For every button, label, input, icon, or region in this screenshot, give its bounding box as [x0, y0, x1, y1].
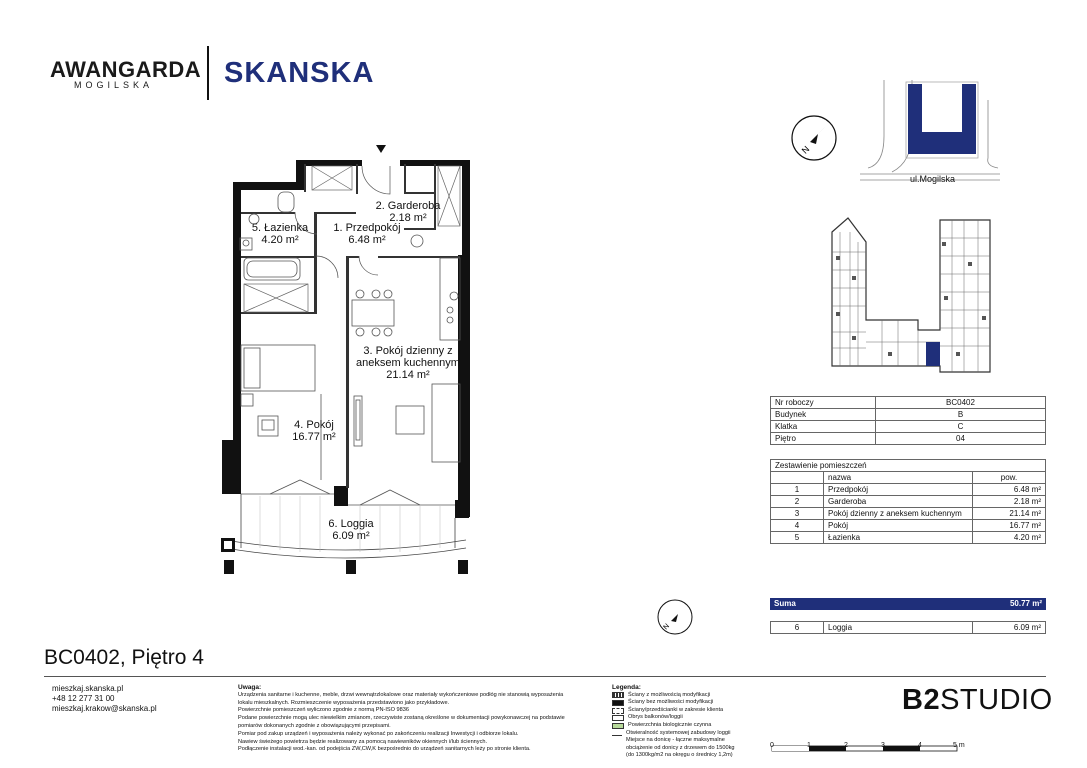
- info-value: BC0402: [876, 397, 1046, 409]
- scale-label: 2: [844, 742, 848, 749]
- table-row: 2 Garderoba 2.18 m²: [771, 496, 1046, 508]
- rooms-table: [770, 459, 1046, 544]
- apartment-title: BC0402, Piętro 4: [44, 646, 204, 669]
- svg-text:N: N: [799, 143, 812, 156]
- footer-divider: [44, 676, 1046, 677]
- legend-item: Ściany bez możliwości modyfikacji: [612, 699, 772, 707]
- entrance-arrow: [376, 145, 386, 153]
- info-value: 04: [876, 433, 1046, 445]
- sum-row: [770, 598, 1046, 610]
- table-row: 1 Przedpokój 6.48 m²: [771, 484, 1046, 496]
- contact-info: [52, 684, 157, 714]
- table-row: 5 Łazienka 4.20 m²: [771, 532, 1046, 544]
- scale-label: 5 m: [953, 742, 965, 749]
- sum-value: 50.77 m²: [1009, 599, 1042, 608]
- table-header-row: [771, 472, 1046, 484]
- legend-item: Powierzchnia biologicznie czynna: [612, 722, 772, 730]
- table-row: [771, 409, 1046, 421]
- rooms-table-title: Zestawienie pomieszczeń: [771, 460, 1046, 472]
- north-compass-small-icon: [656, 598, 694, 636]
- info-value: B: [876, 409, 1046, 421]
- site-map: [860, 76, 1000, 186]
- legend-item: Obrys balkonów/loggii: [612, 714, 772, 722]
- scale-label: 1: [807, 742, 811, 749]
- legend-section: [612, 684, 772, 760]
- email-link[interactable]: mieszkaj.krakow@skanska.pl: [52, 704, 157, 713]
- legend-item: Miejsce na donicę - łączne maksymalne: [612, 737, 772, 745]
- room-label-pokoj: 4. Pokój 16.77 m²: [292, 419, 336, 443]
- legend-swatch: [612, 708, 624, 714]
- room-label-lazienka: 5. Łazienka 4.20 m²: [251, 222, 309, 246]
- north-compass-icon: [790, 114, 838, 162]
- room-label-loggia: 6. Loggia 6.09 m²: [328, 518, 374, 542]
- website-link[interactable]: mieszkaj.skanska.pl: [52, 684, 124, 693]
- awangarda-logo: AWANGARDA: [50, 57, 202, 82]
- legend-item: Ściany z możliwością modyfikacji: [612, 692, 772, 700]
- legend-swatch: [612, 723, 624, 729]
- legend-swatch: [612, 700, 624, 706]
- table-row: 3 Pokój dzienny z aneksem kuchennym 21.14 m²: [771, 508, 1046, 520]
- street-label: ul.Mogilska: [910, 174, 956, 184]
- legend-swatch: [612, 731, 622, 736]
- info-label: Nr roboczy: [771, 397, 876, 409]
- legend-item: (do 1300kg/m2 na okręgu o średnicy 1,2m): [626, 752, 733, 759]
- phone-number: +48 12 277 31 00: [52, 694, 115, 703]
- building-key-plan: [822, 212, 998, 380]
- legend-item: obciążenie od donicy z drzewem do 1500kg: [626, 744, 735, 751]
- scale-label: 3: [881, 742, 885, 749]
- loggia-table: [770, 621, 1046, 634]
- skanska-logo: SKANSKA: [224, 57, 375, 89]
- table-row: 4 Pokój 16.77 m²: [771, 520, 1046, 532]
- scale-label: 0: [770, 742, 774, 749]
- table-row: [771, 421, 1046, 433]
- notes-title: Uwaga:: [238, 684, 262, 691]
- notes-section: Uwaga: Urządzenia sanitarne i kuchenne, meble, drzwi wewnątrzlokalowe oraz materiały wykończeniowe podłóg nie stanowią wyposażenia lokalu mieszkalnych. Rozmieszczenie wyposażenia przedstawiono jako przykładowe. Powierzchnie pomieszczeń wyliczono zgodnie z normą PN-ISO 9836 Podane powierzchnie mogą ulec niewielkim zmianom, rzeczywiste zostaną określone w dokumentacji powykonawczej na podstawie pomiarów dokonanych zgodnie z obowiązującymi przepisami. Pomiar pod zakup urządzeń i wyposażenia należy wykonać po zakończeniu realizacji Inwestycji i odbiorze lokalu. Nawiew świeżego powietrza będzie realizowany za pomocą nawiewników okiennych i/lub ściennych. Podłączenie instalacji wod.-kan. od podejścia ZW,CW,K bezpośrednio do urządzeń sanitarnych leży po stronie klienta.: [238, 684, 583, 754]
- table-title-row: [771, 460, 1046, 472]
- room-label-garderoba: 2. Garderoba 2.18 m²: [375, 200, 441, 224]
- awangarda-logo-subtitle: MOGILSKA: [74, 80, 154, 90]
- info-value: C: [876, 421, 1046, 433]
- col-name-header: nazwa: [824, 472, 973, 484]
- room-label-living: 3. Pokój dzienny z aneksem kuchennym 21.14 m²: [356, 345, 460, 381]
- col-area-header: pow.: [973, 472, 1046, 484]
- info-label: Piętro: [771, 433, 876, 445]
- legend-swatch: [612, 692, 624, 698]
- legend-swatch: [612, 739, 622, 743]
- table-row: 6 Loggia 6.09 m²: [771, 622, 1046, 634]
- legend-swatch: [612, 715, 624, 721]
- table-row: [771, 397, 1046, 409]
- legend-item: Otwieralność systemowej zabudowy loggii: [612, 730, 772, 738]
- legend-item: Ściany/przedścianki w zakresie klienta: [612, 707, 772, 715]
- room-label-przedpokoj: 1. Przedpokój 6.48 m²: [333, 222, 401, 246]
- scale-bar: [770, 744, 960, 754]
- table-row: [771, 433, 1046, 445]
- scale-label: 4: [918, 742, 922, 749]
- info-label: Klatka: [771, 421, 876, 433]
- logo-divider: [207, 46, 209, 100]
- sum-label: Suma: [774, 599, 796, 608]
- svg-text:N: N: [662, 622, 671, 632]
- info-label: Budynek: [771, 409, 876, 421]
- legend-title: Legenda:: [612, 684, 641, 691]
- apartment-info-table: [770, 396, 1046, 445]
- b2studio-logo: B2STUDIO: [902, 684, 1053, 716]
